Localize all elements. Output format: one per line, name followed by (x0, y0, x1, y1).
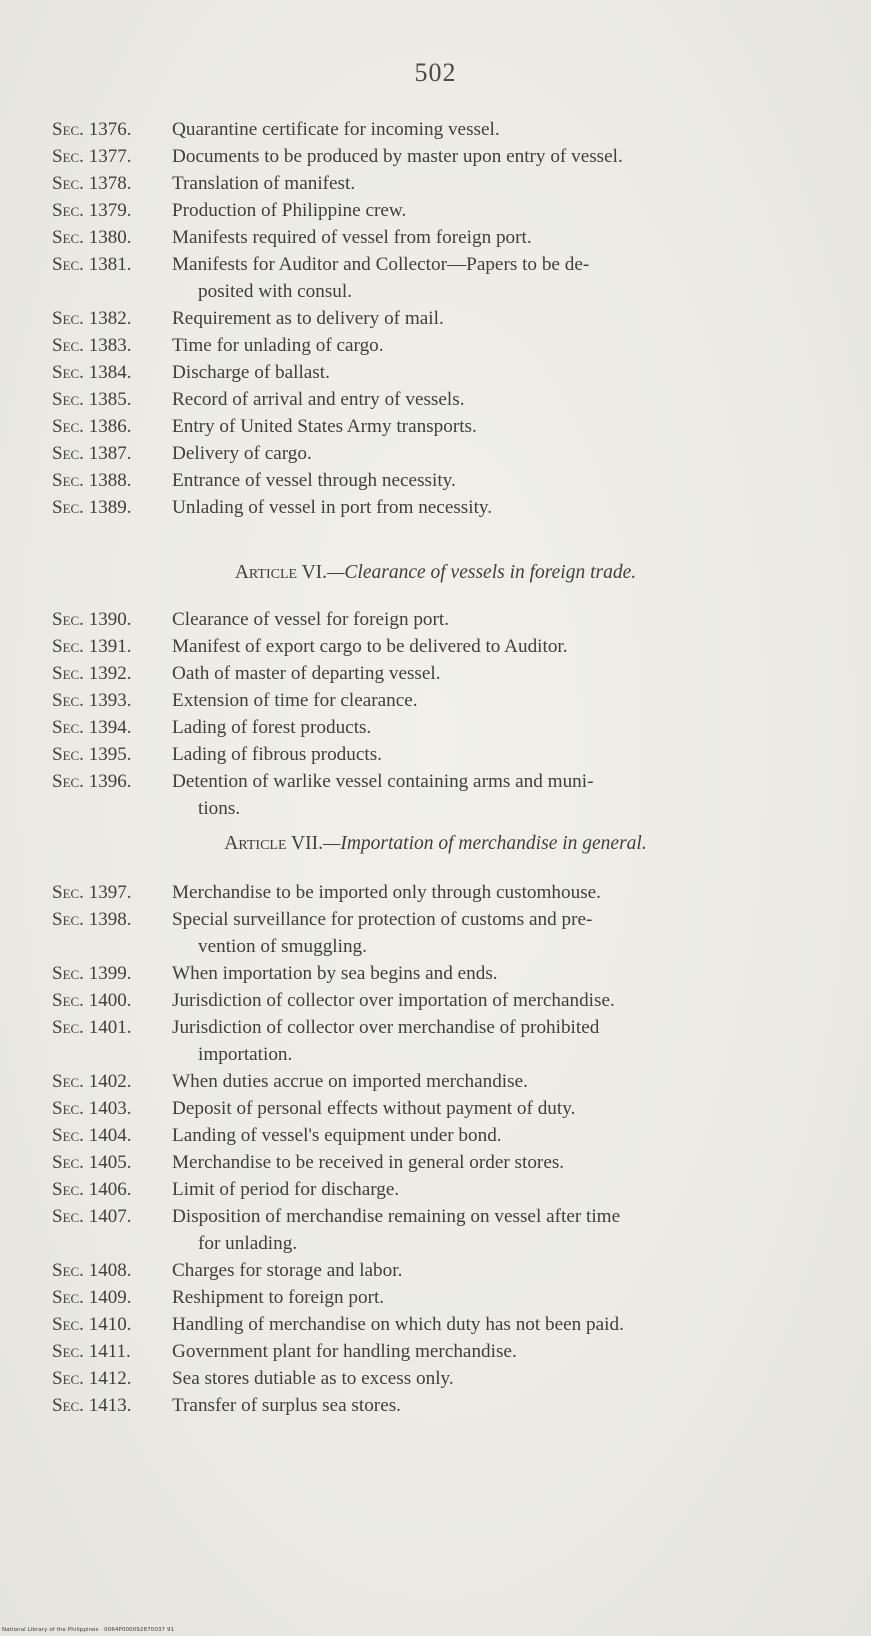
section-num: 1393. (88, 690, 132, 711)
section-num: 1397. (88, 882, 132, 903)
section-entry (52, 1311, 842, 1338)
section-number (52, 1257, 172, 1284)
section-entry (52, 1392, 842, 1419)
section-entry (52, 906, 842, 960)
section-title (172, 741, 842, 768)
section-num: 1404. (88, 1125, 132, 1146)
section-entry (52, 143, 842, 170)
section-entry (52, 116, 842, 143)
article-label: Article VI. (234, 562, 328, 583)
section-num: 1401. (88, 1017, 132, 1038)
section-title-text: Lading of fibrous products. (172, 744, 382, 765)
section-entry (52, 170, 842, 197)
section-label: Sec. (52, 308, 84, 329)
section-num: 1390. (88, 609, 132, 630)
section-title-text: Lading of forest products. (172, 717, 372, 738)
section-title (172, 1392, 842, 1419)
section-title-text: Quarantine certificate for incoming vessel. (172, 119, 500, 140)
section-number (52, 224, 172, 251)
section-entry (52, 1203, 842, 1257)
section-label: Sec. (52, 1395, 84, 1416)
section-number (52, 879, 172, 906)
section-label: Sec. (52, 389, 84, 410)
section-number (52, 1176, 172, 1203)
section-number (52, 1122, 172, 1149)
section-entry (52, 1068, 842, 1095)
section-entry (52, 1365, 842, 1392)
section-label: Sec. (52, 1314, 84, 1335)
section-entry (52, 305, 842, 332)
section-title-continuation: tions. (198, 798, 241, 819)
section-number (52, 1203, 172, 1257)
section-label: Sec. (52, 1017, 84, 1038)
section-number (52, 143, 172, 170)
section-num: 1391. (88, 636, 132, 657)
section-title (172, 494, 842, 521)
section-label: Sec. (52, 119, 84, 140)
section-label: Sec. (52, 1368, 84, 1389)
section-title (172, 714, 842, 741)
section-number (52, 440, 172, 467)
section-title (172, 1257, 842, 1284)
section-entry (52, 332, 842, 359)
section-number (52, 714, 172, 741)
section-title-text: Record of arrival and entry of vessels. (172, 389, 465, 410)
section-number (52, 332, 172, 359)
section-entry (52, 359, 842, 386)
section-number (52, 687, 172, 714)
section-title-text: Jurisdiction of collector over merchandise of prohibited (172, 1017, 600, 1038)
section-title-text: Charges for storage and labor. (172, 1260, 403, 1281)
section-number (52, 170, 172, 197)
section-num: 1412. (88, 1368, 132, 1389)
article-description: —Importation of merchandise in general. (323, 833, 647, 854)
section-title-text: Deposit of personal effects without payment of duty. (172, 1098, 576, 1119)
section-num: 1409. (88, 1287, 132, 1308)
section-number (52, 660, 172, 687)
article-heading-vi (0, 559, 871, 586)
section-entry (52, 1338, 842, 1365)
section-title-text: Detention of warlike vessel containing arms and muni- (172, 771, 594, 792)
section-label: Sec. (52, 200, 84, 221)
section-number (52, 768, 172, 822)
section-title-text: When duties accrue on imported merchandise. (172, 1071, 528, 1092)
section-title-text: Government plant for handling merchandise. (172, 1341, 517, 1362)
section-entry (52, 224, 842, 251)
section-num: 1403. (88, 1098, 132, 1119)
section-title (172, 606, 842, 633)
section-entry (52, 197, 842, 224)
section-num: 1399. (88, 963, 132, 984)
section-title (172, 1365, 842, 1392)
section-label: Sec. (52, 717, 84, 738)
section-number (52, 1014, 172, 1068)
section-label: Sec. (52, 990, 84, 1011)
section-number (52, 494, 172, 521)
section-number (52, 1068, 172, 1095)
section-num: 1376. (88, 119, 132, 140)
section-title-text: Translation of manifest. (172, 173, 356, 194)
section-number (52, 116, 172, 143)
section-number (52, 1338, 172, 1365)
article-label: Article VII. (224, 833, 323, 854)
section-title (172, 359, 842, 386)
section-label: Sec. (52, 1206, 84, 1227)
section-num: 1388. (88, 470, 132, 491)
section-title-text: Handling of merchandise on which duty has not been paid. (172, 1314, 624, 1335)
section-label: Sec. (52, 909, 84, 930)
article-heading-vii (0, 830, 871, 857)
section-title (172, 386, 842, 413)
section-number (52, 1392, 172, 1419)
section-num: 1394. (88, 717, 132, 738)
section-num: 1411. (88, 1341, 131, 1362)
section-num: 1387. (88, 443, 132, 464)
section-num: 1410. (88, 1314, 132, 1335)
section-label: Sec. (52, 362, 84, 383)
section-number (52, 251, 172, 305)
section-title (172, 879, 842, 906)
section-num: 1382. (88, 308, 132, 329)
section-entry (52, 1257, 842, 1284)
section-num: 1396. (88, 771, 132, 792)
section-title-text: Merchandise to be imported only through customhouse. (172, 882, 601, 903)
section-title-text: Requirement as to delivery of mail. (172, 308, 444, 329)
section-title-text: Production of Philippine crew. (172, 200, 407, 221)
section-label: Sec. (52, 416, 84, 437)
section-number (52, 1149, 172, 1176)
section-label: Sec. (52, 1287, 84, 1308)
section-num: 1381. (88, 254, 132, 275)
section-title-text: Discharge of ballast. (172, 362, 330, 383)
section-label: Sec. (52, 609, 84, 630)
section-label: Sec. (52, 1098, 84, 1119)
section-title (172, 1122, 842, 1149)
section-label: Sec. (52, 497, 84, 518)
section-entry (52, 741, 842, 768)
section-number (52, 413, 172, 440)
section-number (52, 1365, 172, 1392)
section-title (172, 332, 842, 359)
section-number (52, 197, 172, 224)
section-label: Sec. (52, 470, 84, 491)
section-label: Sec. (52, 335, 84, 356)
section-num: 1386. (88, 416, 132, 437)
section-title (172, 224, 842, 251)
section-label: Sec. (52, 1152, 84, 1173)
section-title-text: Time for unlading of cargo. (172, 335, 384, 356)
section-title (172, 413, 842, 440)
section-title (172, 633, 842, 660)
section-entry (52, 386, 842, 413)
section-num: 1402. (88, 1071, 132, 1092)
section-title-text: Manifest of export cargo to be delivered to Auditor. (172, 636, 568, 657)
section-title (172, 1311, 842, 1338)
section-title-continuation: for unlading. (198, 1233, 298, 1254)
section-entry (52, 1122, 842, 1149)
article-description: —Clearance of vessels in foreign trade. (327, 562, 637, 583)
section-title (172, 1338, 842, 1365)
section-label: Sec. (52, 443, 84, 464)
section-label: Sec. (52, 882, 84, 903)
section-entry (52, 987, 842, 1014)
section-label: Sec. (52, 1179, 84, 1200)
section-title-text: Jurisdiction of collector over importation of merchandise. (172, 990, 615, 1011)
section-entry (52, 714, 842, 741)
section-title-text: When importation by sea begins and ends. (172, 963, 498, 984)
section-num: 1377. (88, 146, 132, 167)
section-title-continuation: posited with consul. (198, 281, 353, 302)
section-title-text: Documents to be produced by master upon entry of vessel. (172, 146, 623, 167)
section-number (52, 467, 172, 494)
section-title (172, 116, 842, 143)
section-num: 1380. (88, 227, 132, 248)
section-number (52, 987, 172, 1014)
section-title (172, 1203, 842, 1257)
footer-credit: National Library of the Philippines · 0064P000092870037 91 (2, 1627, 175, 1633)
section-num: 1408. (88, 1260, 132, 1281)
section-number (52, 1095, 172, 1122)
section-title (172, 170, 842, 197)
section-title (172, 1095, 842, 1122)
section-label: Sec. (52, 146, 84, 167)
section-number (52, 305, 172, 332)
section-title-text: Sea stores dutiable as to excess only. (172, 1368, 454, 1389)
section-num: 1406. (88, 1179, 132, 1200)
section-label: Sec. (52, 1341, 84, 1362)
section-label: Sec. (52, 1071, 84, 1092)
section-num: 1395. (88, 744, 132, 765)
section-num: 1379. (88, 200, 132, 221)
section-label: Sec. (52, 636, 84, 657)
section-label: Sec. (52, 254, 84, 275)
section-entry (52, 1095, 842, 1122)
section-title-text: Clearance of vessel for foreign port. (172, 609, 450, 630)
section-label: Sec. (52, 227, 84, 248)
section-title (172, 1014, 842, 1068)
section-title (172, 305, 842, 332)
section-title-text: Special surveillance for protection of customs and pre- (172, 909, 593, 930)
section-number (52, 386, 172, 413)
section-title (172, 1149, 842, 1176)
section-title (172, 906, 842, 960)
section-title (172, 1068, 842, 1095)
section-num: 1407. (88, 1206, 132, 1227)
section-title-text: Extension of time for clearance. (172, 690, 418, 711)
section-title-text: Transfer of surplus sea stores. (172, 1395, 401, 1416)
section-title (172, 440, 842, 467)
section-title (172, 1176, 842, 1203)
section-entry (52, 413, 842, 440)
section-title (172, 768, 842, 822)
section-number (52, 359, 172, 386)
section-num: 1398. (88, 909, 132, 930)
section-entry (52, 1176, 842, 1203)
section-title-text: Manifests for Auditor and Collector—Papers to be de- (172, 254, 590, 275)
section-entry (52, 251, 842, 305)
section-title-text: Oath of master of departing vessel. (172, 663, 441, 684)
section-num: 1385. (88, 389, 132, 410)
section-title (172, 687, 842, 714)
section-title-text: Manifests required of vessel from foreign port. (172, 227, 532, 248)
section-label: Sec. (52, 744, 84, 765)
section-label: Sec. (52, 663, 84, 684)
section-title-continuation: importation. (198, 1044, 293, 1065)
section-title (172, 143, 842, 170)
section-title (172, 660, 842, 687)
section-title-text: Entrance of vessel through necessity. (172, 470, 456, 491)
section-title-text: Limit of period for discharge. (172, 1179, 400, 1200)
section-number (52, 906, 172, 960)
section-entry (52, 467, 842, 494)
section-entry (52, 494, 842, 521)
section-title-text: Merchandise to be received in general order stores. (172, 1152, 565, 1173)
section-num: 1383. (88, 335, 132, 356)
section-number (52, 1284, 172, 1311)
section-number (52, 633, 172, 660)
section-title (172, 467, 842, 494)
section-title-text: Disposition of merchandise remaining on vessel after time (172, 1206, 621, 1227)
section-num: 1400. (88, 990, 132, 1011)
section-label: Sec. (52, 1125, 84, 1146)
section-num: 1392. (88, 663, 132, 684)
section-entry (52, 633, 842, 660)
section-label: Sec. (52, 963, 84, 984)
section-entry (52, 960, 842, 987)
section-title (172, 1284, 842, 1311)
section-entry (52, 1014, 842, 1068)
page-number: 502 (414, 58, 457, 87)
section-num: 1378. (88, 173, 132, 194)
section-entry (52, 440, 842, 467)
section-title-text: Unlading of vessel in port from necessity. (172, 497, 493, 518)
section-entry (52, 1284, 842, 1311)
section-number (52, 606, 172, 633)
section-number (52, 1311, 172, 1338)
section-entry (52, 768, 842, 822)
section-entry (52, 1149, 842, 1176)
section-title (172, 251, 842, 305)
section-title (172, 987, 842, 1014)
section-entry (52, 687, 842, 714)
section-title-text: Reshipment to foreign port. (172, 1287, 385, 1308)
section-list-1 (52, 116, 842, 521)
section-label: Sec. (52, 173, 84, 194)
section-list-3 (52, 879, 842, 1419)
section-entry (52, 660, 842, 687)
section-number (52, 960, 172, 987)
section-num: 1389. (88, 497, 132, 518)
section-num: 1384. (88, 362, 132, 383)
section-title-continuation: vention of smuggling. (198, 936, 367, 957)
section-title-text: Landing of vessel's equipment under bond. (172, 1125, 502, 1146)
section-title-text: Delivery of cargo. (172, 443, 312, 464)
section-label: Sec. (52, 690, 84, 711)
section-list-2 (52, 606, 842, 822)
section-entry (52, 606, 842, 633)
section-title (172, 197, 842, 224)
section-title-text: Entry of United States Army transports. (172, 416, 477, 437)
section-title (172, 960, 842, 987)
section-number (52, 741, 172, 768)
section-label: Sec. (52, 1260, 84, 1281)
section-entry (52, 879, 842, 906)
section-num: 1413. (88, 1395, 132, 1416)
section-num: 1405. (88, 1152, 132, 1173)
section-label: Sec. (52, 771, 84, 792)
